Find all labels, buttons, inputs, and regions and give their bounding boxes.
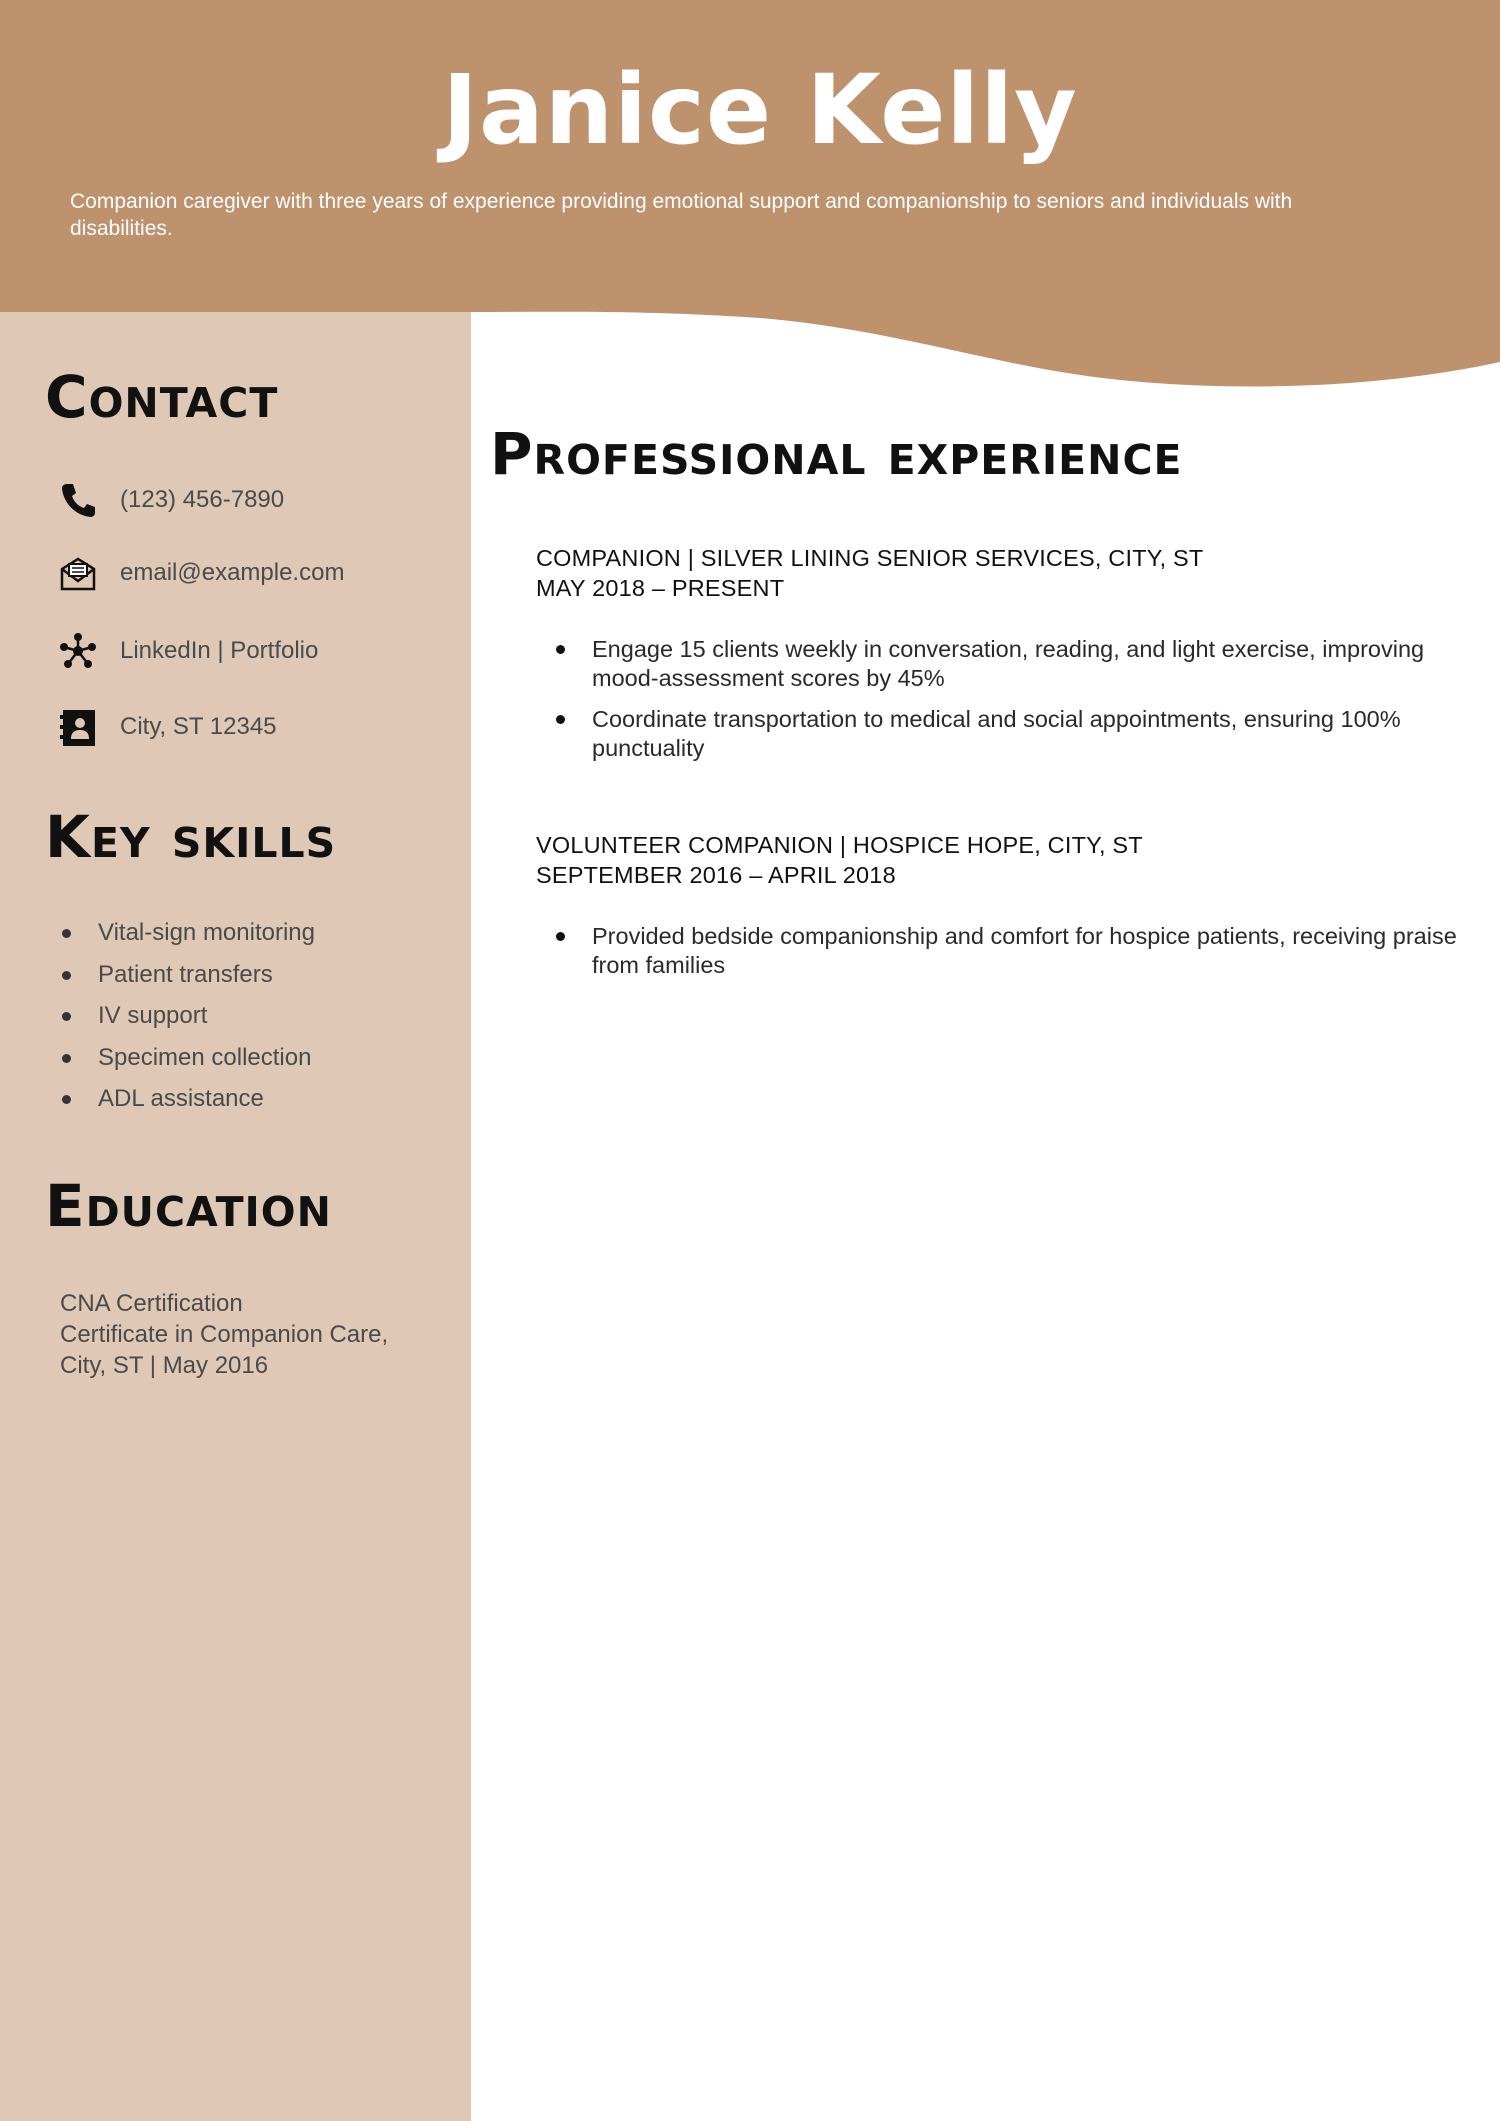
skill-item: Patient transfers xyxy=(56,957,315,999)
job-bullet: Coordinate transportation to medical and social appointments, ensuring 100% punctuality xyxy=(536,705,1476,763)
skill-item: IV support xyxy=(56,998,315,1040)
address-text: City, ST 12345 xyxy=(120,713,277,740)
profile-summary: Companion caregiver with three years of experience providing emotional support and companionship to seniors and individuals with disabilities. xyxy=(70,190,1293,240)
education-heading: Education xyxy=(45,1172,332,1240)
bullet-icon xyxy=(556,715,565,724)
skill-item: Specimen collection xyxy=(56,1040,315,1082)
contact-heading: Contact xyxy=(45,363,279,431)
education-program: Certificate in Companion Care, xyxy=(60,1321,389,1348)
envelope-icon xyxy=(56,551,100,595)
job-bullet: Provided bedside companionship and comfort for hospice patients, receiving praise from families xyxy=(536,922,1476,980)
skill-item: Vital-sign monitoring xyxy=(56,915,315,957)
contact-phone[interactable] xyxy=(56,475,284,525)
bullet-icon xyxy=(62,929,71,938)
phone-icon xyxy=(56,478,100,522)
bullet-icon xyxy=(62,1095,71,1104)
job-bullets xyxy=(536,635,1476,763)
education-credential: CNA Certification xyxy=(60,1290,243,1317)
links-text: LinkedIn | Portfolio xyxy=(120,637,319,664)
job-dates: SEPTEMBER 2016 – APRIL 2018 xyxy=(536,862,896,888)
bullet-icon xyxy=(556,932,565,941)
email-text: email@example.com xyxy=(120,559,345,586)
contact-email[interactable] xyxy=(56,548,344,598)
skills-list xyxy=(56,915,315,1123)
education-entry xyxy=(60,1288,440,1381)
candidate-name: Janice Kelly xyxy=(442,54,1078,166)
job-title: COMPANION | SILVER LINING SENIOR SERVICES, CITY, ST xyxy=(536,545,1204,571)
job-entry xyxy=(536,830,1476,992)
job-bullet: Engage 15 clients weekly in conversation, reading, and light exercise, improving mood-assessment scores by 45% xyxy=(536,635,1476,693)
phone-text: (123) 456-7890 xyxy=(120,486,285,513)
address-book-icon xyxy=(56,705,100,749)
bullet-icon xyxy=(62,971,71,980)
contact-links[interactable] xyxy=(56,626,318,676)
education-location-date: City, ST | May 2016 xyxy=(60,1352,269,1379)
job-bullets xyxy=(536,922,1476,980)
contact-address[interactable] xyxy=(56,702,277,752)
experience-heading: Professional experience xyxy=(490,420,1183,488)
network-icon xyxy=(56,629,100,673)
skills-heading: Key skills xyxy=(45,803,337,871)
job-title: VOLUNTEER COMPANION | HOSPICE HOPE, CITY, ST xyxy=(536,832,1143,858)
bullet-icon xyxy=(62,1054,71,1063)
job-dates: MAY 2018 – PRESENT xyxy=(536,575,785,601)
bullet-icon xyxy=(62,1012,71,1021)
skill-item: ADL assistance xyxy=(56,1081,315,1123)
bullet-icon xyxy=(556,645,565,654)
job-entry xyxy=(536,543,1476,775)
